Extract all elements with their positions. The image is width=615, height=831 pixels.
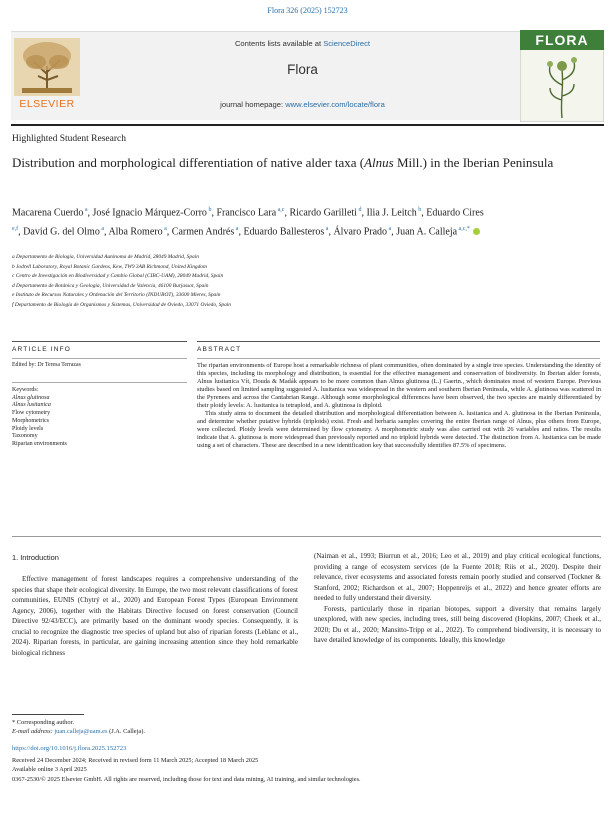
- email-suffix: (J.A. Calleja).: [109, 728, 145, 736]
- author-affiliation-marker[interactable]: a: [324, 225, 329, 232]
- author-name[interactable]: Carmen Andrés: [171, 226, 235, 238]
- abstract-paragraph-2: This study aims to document the detailed distribution and morphological differentiation between A. lusitanica and A. glutinosa in the Iberian Peninsula, and determine whether putative hybrids (triploids) exist. Fresh and herbaria samples covering the entire Iberian range of Alnus, plus others from Europe, were collected. Ploidy levels were determined by flow cytometry. A morphometric study was also carried out with 26 variables and ratios. The results indicate that A. glutinosa is more widespread than previously reported and no triploid hybrids were detected. The distinction from A. lusitanica can be made using a set of characters. These are described in a new identification key that successfully identifies 87.5% of specimens.: [197, 410, 601, 450]
- author-name[interactable]: José Ignacio Márquez-Corro: [92, 207, 207, 219]
- doi-link[interactable]: https://doi.org/10.1016/j.flora.2025.152723: [12, 745, 127, 752]
- author-name[interactable]: David G. del Olmo: [23, 226, 100, 238]
- email-label: E-mail address:: [12, 728, 53, 736]
- author-affiliation-marker[interactable]: a: [387, 225, 392, 232]
- available-online: Available online 3 April 2025: [12, 766, 87, 774]
- abstract-top-rule: [197, 341, 600, 342]
- abstract-box: [197, 341, 600, 359]
- title-part2: Mill.) in the Iberian Peninsula: [396, 155, 554, 170]
- author-affiliation-marker[interactable]: b: [416, 207, 422, 213]
- author-name[interactable]: Eduardo Cires: [426, 207, 484, 219]
- intro-paragraph-2: (Naiman et al., 1993; Biurrun et al., 2016; Leo et al., 2019) and play critical ecological functions, providing a range of ecosystem services (de la Fuente 2018; Riis et al., 2020). Despite their relevance, river ecosystems and associated forests remain poorly studied and conserved (Tockner & Stanford, 2002; Richardson et al., 2007; Hoppenreijs et al., 2022) and hence greater efforts are needed to fully understand their diversity.: [314, 552, 601, 602]
- author-affiliation-marker[interactable]: a,c: [276, 207, 285, 213]
- keyword-item: Morphometrics: [12, 417, 49, 424]
- abstract-paragraph-1: The riparian environments of Europe host a remarkable richness of plant communities, often dominated by a single tree species. Understanding the identity of this species, including its morphology and distribution, is essential for the effective management and conservation of biodiversity. In Iberian alder forests, Alnus lusitanica Vít, Douda & Madák appears to be more common than Alnus glutinosa (L.) Gaertn., which dominates most of western Europe. Previous studies based on limited sampling suggested A. lusitanica was widespread in the western and southern Iberian Peninsula, while A. glutinosa was scattered in the Pyrenees and across the Cantabrian Range. Although some morphological differences have been observed, the two species are mainly differentiated by their ploidy levels: A. lusitanica is tetraploid, and A. glutinosa is diploid.: [197, 362, 601, 410]
- title-part1: Distribution and morphological differentiation of native alder taxa (: [12, 155, 365, 170]
- article-info-bottom-rule: [12, 358, 187, 359]
- sciencedirect-link[interactable]: ScienceDirect: [323, 39, 371, 48]
- footnotes: [12, 718, 312, 737]
- history-footer: [12, 756, 258, 775]
- intro-paragraph-3: Forests, particularly those in riparian biotopes, support a diversity that remains largely unexplored, with new species, including trees, still being discovered (Hopkins, 2007; Cheek et al., 2020; Du et al., 2020; Mansitto-Tripp et al., 2022). To comprehend biodiversity, it is necessary to have detailed knowledge of its components. Ideally, this knowledge: [314, 604, 601, 644]
- elsevier-wordmark: ELSEVIER: [19, 98, 75, 110]
- intro-heading: 1. Introduction: [12, 553, 59, 562]
- intro-column-1: [12, 574, 298, 658]
- article-info-heading: ARTICLE INFO: [12, 346, 72, 353]
- article-info-top-rule: [12, 341, 187, 342]
- running-head[interactable]: Flora 326 (2025) 152723: [267, 6, 348, 15]
- abstract-text: [197, 362, 601, 451]
- intro-column-2: [314, 551, 601, 646]
- author-affiliation-marker[interactable]: a: [234, 225, 239, 232]
- affiliation-item: b Jodrell Laboratory, Royal Botanic Gardens, Kew, TW9 3AB Richmond, United Kingdom: [12, 263, 207, 270]
- title-genus: Alnus: [364, 155, 394, 170]
- contents-prefix: Contents lists available at: [234, 39, 322, 48]
- journal-name: Flora: [287, 62, 318, 77]
- cover-title: FLORA: [535, 32, 589, 48]
- author-affiliation-marker[interactable]: a: [83, 207, 88, 213]
- keywords-label: Keywords:: [12, 387, 39, 393]
- body-divider: [12, 536, 601, 537]
- elsevier-logo[interactable]: [12, 36, 82, 114]
- keyword-item: Flow cytometry: [12, 410, 51, 417]
- author-affiliation-marker[interactable]: a: [99, 225, 104, 232]
- author-affiliation-marker[interactable]: e,f: [12, 225, 19, 232]
- keyword-item: Alnus glutinosa: [12, 394, 50, 401]
- author-name[interactable]: Ilia J. Leitch: [366, 207, 417, 219]
- copyright-line: 0367-2530/© 2025 Elsevier GmbH. All rights are reserved, including those for text and data mining, AI training, and similar technologies.: [12, 776, 361, 783]
- author-name[interactable]: Francisco Lara: [216, 207, 277, 219]
- author-name[interactable]: Macarena Cuerdo: [12, 207, 84, 219]
- keyword-item: Riparian environments: [12, 440, 67, 447]
- keywords-rule: [12, 382, 187, 383]
- article-info-box: [12, 341, 187, 359]
- author-name[interactable]: Ricardo Garilleti: [289, 207, 357, 219]
- keyword-list: [12, 395, 187, 449]
- author-affiliation-marker[interactable]: a,c,*: [457, 225, 470, 232]
- intro-paragraph-1: Effective management of forest landscapes requires a comprehensive understanding of the species that shape their ecological diversity. In Europe, the two most relevant classifications of forest communities, EUNIS (Chytrý et al., 2020) and European Forest Types (European Environment Agency, 2006), together with the Habitats Directive focused on forest conservation (Council Directive 92/43/ECC), are primarily based on the dominant woody species. Consequently, it is crucial to recognize the diagnostic tree species of upland but also of riparian forests (Leblanc et al., 2024). Riparian forests, in particular, are gaining increasing attention since they hold remarkable biological richness: [12, 575, 298, 657]
- email-line: [12, 727, 312, 736]
- keyword-item: Ploidy levels: [12, 425, 44, 432]
- header-rule: [11, 124, 604, 126]
- abstract-bottom-rule: [197, 358, 600, 359]
- author-affiliation-marker[interactable]: b: [206, 207, 212, 213]
- article-type: Highlighted Student Research: [12, 134, 126, 144]
- keywords-block: [12, 382, 187, 449]
- editor-line: Edited by: Dr Teresa Terrazas: [12, 362, 81, 368]
- author-name[interactable]: Eduardo Ballesteros: [243, 226, 325, 238]
- affiliation-item: a Departamento de Biología, Universidad Autónoma de Madrid, 28049 Madrid, Spain: [12, 254, 199, 260]
- received-dates: Received 24 December 2024; Received in revised form 11 March 2025; Accepted 18 March 2025: [12, 757, 259, 764]
- journal-cover-thumbnail[interactable]: [520, 30, 604, 122]
- keyword-item: Taxonomy: [12, 433, 38, 440]
- homepage-prefix: journal homepage:: [220, 100, 284, 109]
- article-title: [12, 153, 592, 172]
- footnote-rule: [12, 714, 84, 715]
- journal-homepage-link[interactable]: www.elsevier.com/locate/flora: [285, 100, 385, 109]
- abstract-heading: ABSTRACT: [197, 346, 242, 353]
- author-affiliation-marker[interactable]: d: [356, 207, 362, 213]
- keyword-item: Alnus lusitanica: [12, 402, 51, 409]
- author-name[interactable]: Juan A. Calleja: [396, 226, 458, 238]
- affiliation-item: e Instituto de Recursos Naturales y Ordenación del Territorio (INDUROT), 33600 Mieres, Spain: [12, 292, 221, 299]
- affiliation-item: d Departamento de Botánica y Geología, Universidad de Valencia, 46100 Burjassot, Spain: [12, 282, 209, 289]
- author-name[interactable]: Álvaro Prado: [333, 226, 388, 238]
- affiliation-item: c Centro de Investigación en Biodiversidad y Cambio Global (CIBC-UAM), 28049 Madrid, Spain: [12, 273, 224, 280]
- affiliation-list: [12, 253, 572, 311]
- contents-line: [90, 39, 515, 48]
- author-affiliation-marker[interactable]: a: [162, 225, 167, 232]
- orcid-icon[interactable]: [473, 228, 480, 235]
- author-list: Macarena Cuerdo $^a$, José Ignacio Márquez-Corro $^b$, Francisco Lara $^{a,c}$, Ricardo Garilleti $^d$, Ilia J. Leitch $^b$, Eduardo Cires $^{e,f}$, David G. del Olmo $^a$, Alba Romero $^a$, Carmen Andrés $^a$, Eduardo Ballesteros $^a$, Álvaro Prado $^a$, Juan A. Calleja $^{a,c,*}$: [12, 207, 484, 238]
- homepage-line: [90, 100, 515, 109]
- email-link[interactable]: juan.calleja@uam.es: [54, 728, 108, 736]
- corresponding-author-note: * Corresponding author.: [12, 719, 74, 726]
- author-name[interactable]: Alba Romero: [108, 226, 163, 238]
- affiliation-item: f Departamento de Biología de Organismos y Sistemas, Universidad de Oviedo, 33071 Oviedo, Spain: [12, 301, 231, 308]
